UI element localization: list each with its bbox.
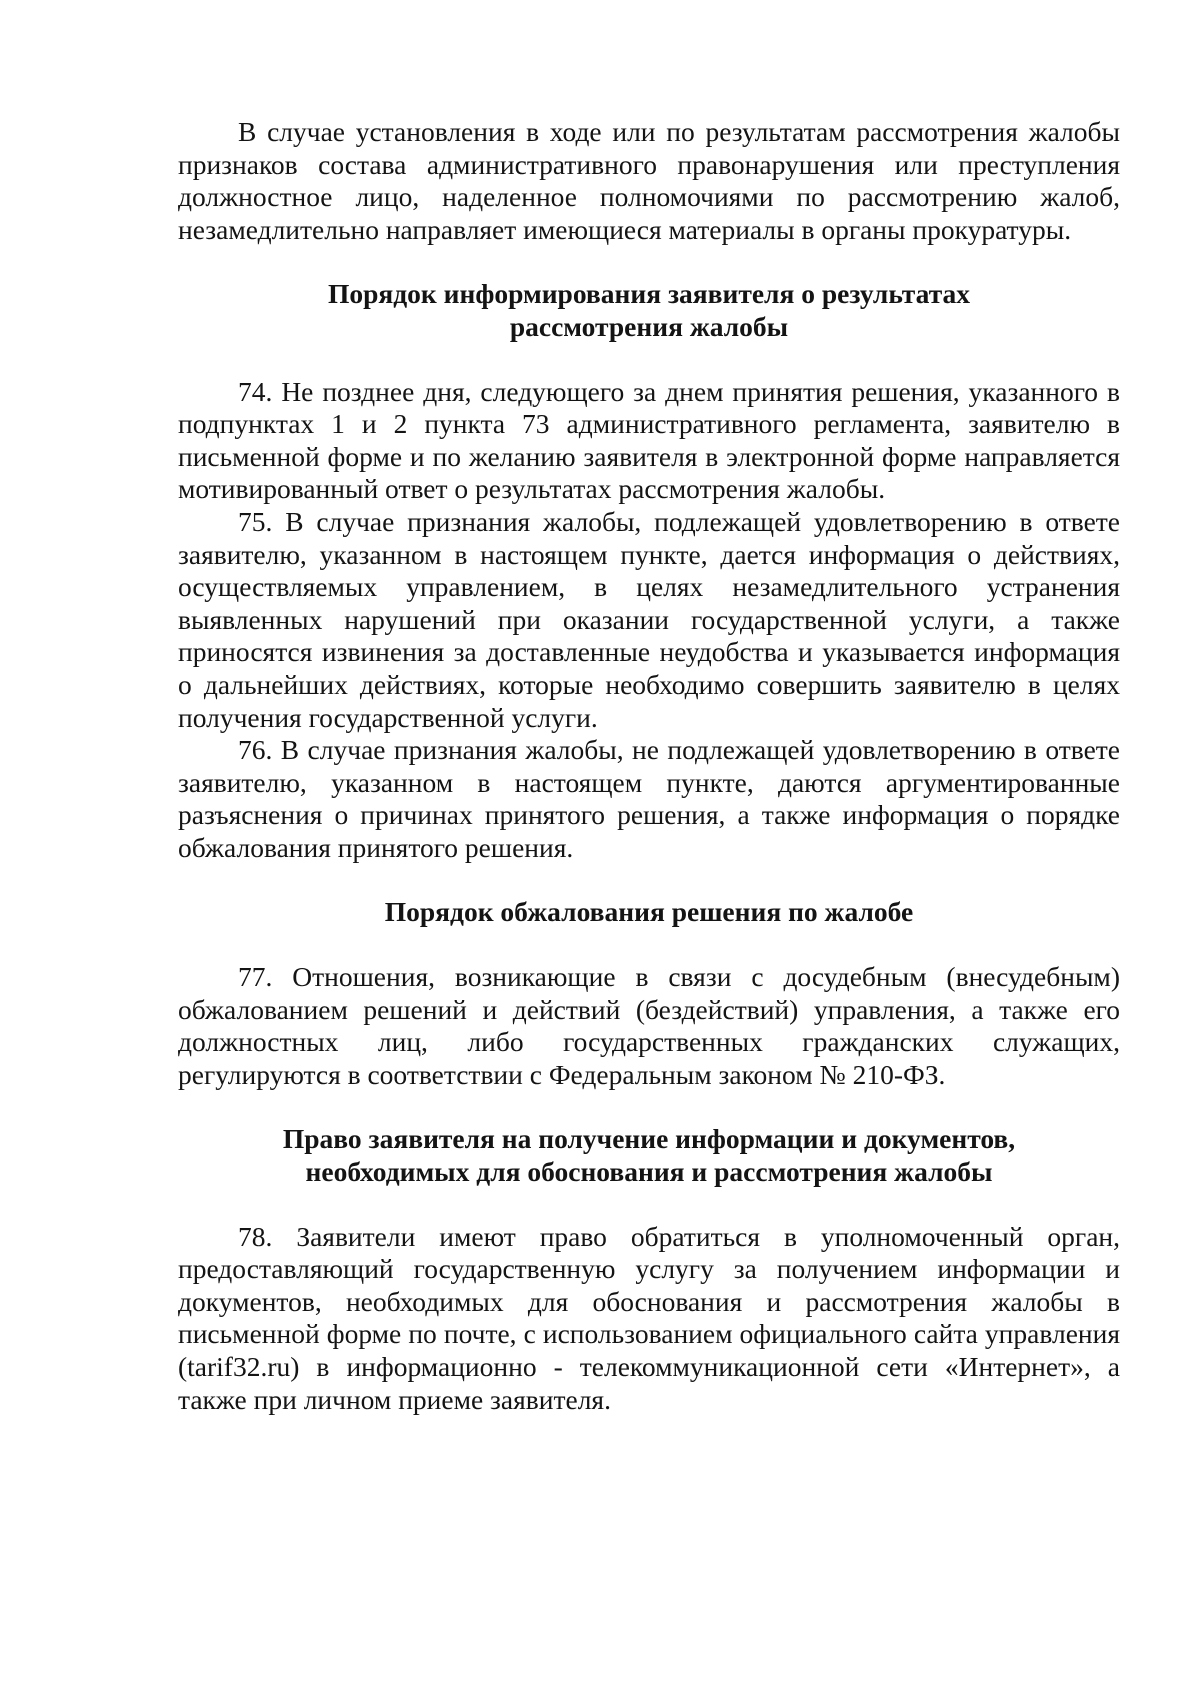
heading-line: Право заявителя на получение информации и документов, (282, 1123, 1016, 1155)
document-body (178, 116, 1120, 1416)
paragraph-77: 77. Отношения, возникающие в связи с досудебным (внесудебным) обжалованием решений и действий (бездействий) управления, а также его должностных лиц, либо государственных гражданских служащих, регулируются в соответствии с Федеральным законом № 210-ФЗ. (178, 961, 1120, 1090)
heading-line: необходимых для обоснования и рассмотрения жалобы (305, 1156, 993, 1188)
section-body-right-to-information (178, 1221, 1120, 1417)
section-heading-appeal (178, 896, 1120, 929)
paragraph-75: 75. В случае признания жалобы, подлежащей удовлетворению в ответе заявителю, указанном в настоящем пункте, дается информация о действиях, осуществляемых управлением, в целях незамедлительного устранения выявленных нарушений при оказании государственной услуги, а также приносятся извинения за доставленные неудобства и указывается информация о дальнейших действиях, которые необходимо совершить заявителю в целях получения государственной услуги. (178, 505, 1120, 733)
paragraph-76: 76. В случае признания жалобы, не подлежащей удовлетворению в ответе заявителю, указанном в настоящем пункте, даются аргументированные разъяснения о причинах принятого решения, а также информация о порядке обжалования принятого решения. (178, 734, 1120, 863)
paragraph-78: 78. Заявители имеют право обратиться в уполномоченный орган, предоставляющий государственную услугу за получением информации и документов, необходимых для обоснования и рассмотрения жалобы в письменной форме по почте, с использованием официального сайта управления (tarif32.ru) в информационно - телекоммуникационной сети «Интернет», а также при личном приеме заявителя. (178, 1220, 1120, 1415)
section-body-informing (178, 376, 1120, 865)
section-body-appeal (178, 961, 1120, 1091)
heading-line: Порядок обжалования решения по жалобе (384, 896, 914, 928)
heading-line: рассмотрения жалобы (509, 310, 789, 342)
section-heading-right-to-information (178, 1123, 1120, 1188)
heading-line: Порядок информирования заявителя о результатах (327, 278, 971, 310)
paragraph-74: 74. Не позднее дня, следующего за днем принятия решения, указанного в подпунктах 1 и 2 пункта 73 административного регламента, заявителю в письменной форме и по желанию заявителя в электронной форме направляется мотивированный ответ о результатах рассмотрения жалобы. (178, 375, 1120, 505)
intro-paragraph: В случае установления в ходе или по результатам рассмотрения жалобы признаков состава административного правонарушения или преступления должностное лицо, наделенное полномочиями по рассмотрению жалоб, незамедлительно направляет имеющиеся материалы в органы прокуратуры. (178, 116, 1120, 245)
section-heading-informing (178, 278, 1120, 343)
